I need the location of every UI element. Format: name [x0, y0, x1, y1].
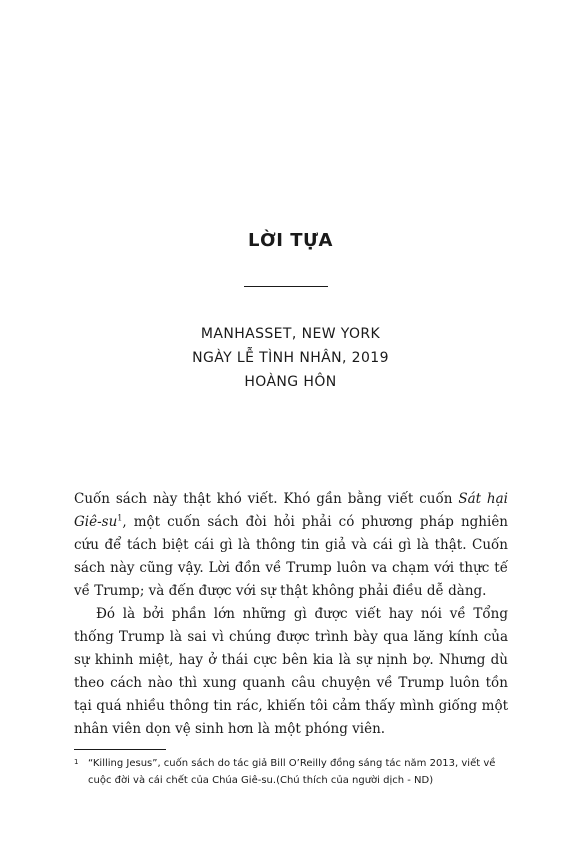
book-title-italic: Sát hại Giê-su	[74, 491, 508, 530]
footnote-text: “Killing Jesus”, cuốn sách do tác giả Bill O’Reilly đồng sáng tác năm 2013, viết về cuộc đời và cái chết của Chúa Giê-su.(Chú thích của người dịch - ND)	[88, 758, 496, 786]
title-divider	[244, 286, 328, 287]
dateline-date: NGÀY LỄ TÌNH NHÂN, 2019	[192, 350, 389, 366]
dateline-location: MANHASSET, NEW YORK	[200, 326, 381, 342]
body-text	[74, 488, 508, 741]
footnote-number: 1	[74, 758, 79, 766]
paragraph-1-start: Cuốn sách này thật khó viết. Khó gần bằng viết cuốn	[74, 491, 459, 507]
dateline	[0, 322, 581, 394]
footnote-reference: 1	[117, 513, 123, 523]
dateline-time: HOÀNG HÔN	[244, 374, 337, 390]
paragraph-1-rest: , một cuốn sách đòi hỏi phải có phương pháp nghiên cứu để tách biệt cái gì là thông tin giả và cái gì là thật. Cuốn sách này cũng vậy. Lời đồn về Trump luôn va chạm với thực tế về Trump; và đến được với sự thật không phải điều dễ dàng.	[74, 514, 508, 599]
paragraph-1	[74, 488, 508, 603]
footnote-divider	[74, 749, 166, 750]
chapter-title: LỜI TỰA	[248, 230, 333, 251]
footnote	[74, 755, 508, 789]
paragraph-2: Đó là bởi phần lớn những gì được viết hay nói về Tổng thống Trump là sai vì chúng được trình bày qua lăng kính của sự khinh miệt, hay ở thái cực bên kia là sự nịnh bợ. Nhưng dù theo cách nào thì xung quanh câu chuyện về Trump luôn tồn tại quá nhiều thông tin rác, khiến tôi cảm thấy mình giống một nhân viên dọn vệ sinh hơn là một phóng viên.	[74, 606, 508, 737]
